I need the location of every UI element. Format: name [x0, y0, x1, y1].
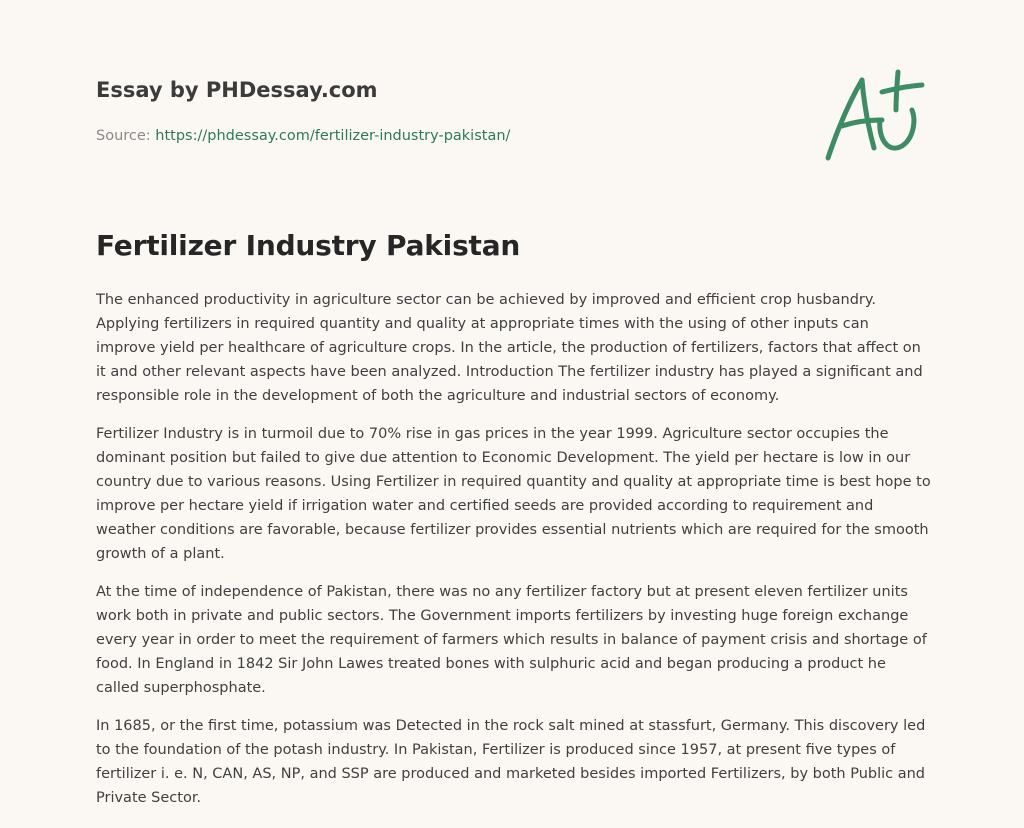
- article-paragraph: At the time of independence of Pakistan, there was no any fertilizer factory but at present eleven fertilizer units work both in private and public sectors. The Government imports fertilizers by investing huge foreign exchange every year in order to meet the requirement of farmers which results in balance of payment crisis and shortage of food. In England in 1842 Sir John Lawes treated bones with sulphuric acid and began producing a product he called superphosphate.: [96, 584, 927, 696]
- source-line: [96, 126, 796, 146]
- source-link[interactable]: https://phdessay.com/fertilizer-industry-pakistan/: [155, 128, 511, 144]
- article: [96, 228, 932, 824]
- article-title: Fertilizer Industry Pakistan: [96, 229, 521, 262]
- article-paragraph: Fertilizer Industry is in turmoil due to 70% rise in gas prices in the year 1999. Agriculture sector occupies the dominant position but failed to give due attention to Economic Development. The yield per hectare is low in our country due to various reasons. Using Fertilizer in required quantity and quality at appropriate time is best hope to improve per hectare yield if irrigation water and certified seeds are provided according to requirement and weather conditions are favorable, because fertilizer provides essential nutrients which are required for the smooth growth of a plant.: [96, 426, 931, 562]
- brand-title: Essay by PHDessay.com: [96, 78, 378, 102]
- article-paragraph: The enhanced productivity in agriculture sector can be achieved by improved and efficient crop husbandry. Applying fertilizers in required quantity and quality at appropriate times with the using of other inputs can improve yield per healthcare of agriculture crops. In the article, the production of fertilizers, factors that affect on it and other relevant aspects have been analyzed. Introduction The fertilizer industry has played a significant and responsible role in the development of both the agriculture and industrial sectors of economy.: [96, 292, 923, 404]
- article-paragraph: In 1685, or the first time, potassium was Detected in the rock salt mined at stassfurt, Germany. This discovery led to the foundation of the potash industry. In Pakistan, Fertilizer is produced since 1957, at present five types of fertilizer i. e. N, CAN, AS, NP, and SSP are produced and marketed besides imported Fertilizers, by both Public and Private Sector.: [96, 718, 926, 806]
- source-label: Source:: [96, 128, 156, 144]
- page-header: [96, 76, 796, 146]
- a-plus-logo-icon: [818, 64, 930, 168]
